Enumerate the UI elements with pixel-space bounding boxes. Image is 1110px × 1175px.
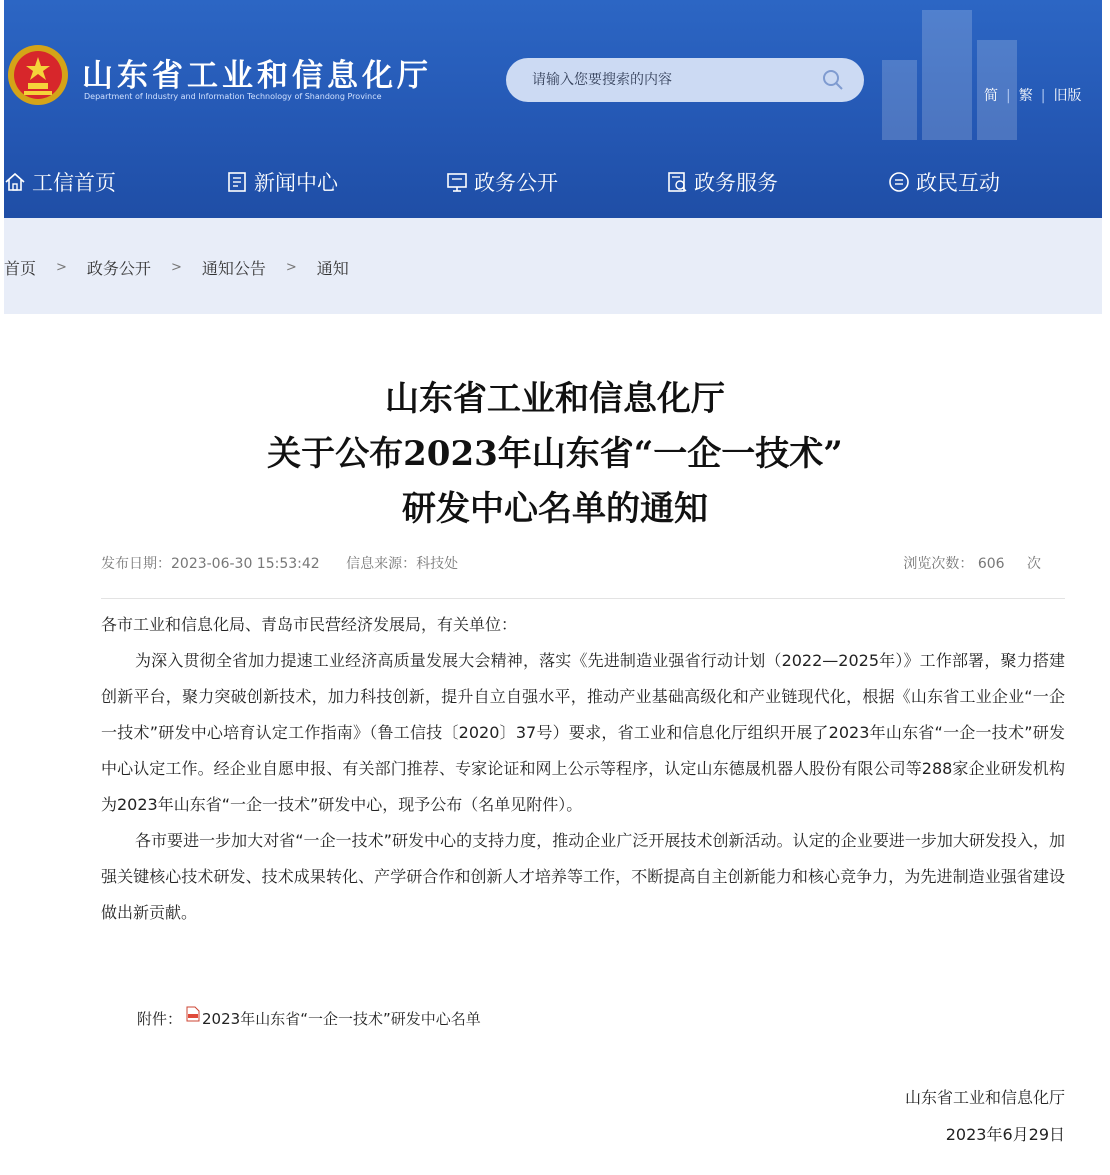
breadcrumb-separator: >: [56, 260, 67, 275]
body-paragraph: 为深入贯彻全省加力提速工业经济高质量发展大会精神，落实《先进制造业强省行动计划（2022—2025年）》工作部署，聚力搭建创新平台，聚力突破创新技术，加力科技创新，提升自立自强水平，推动产业基础高级化和产业链现代化，根据《山东省工业企业“一企一技术”研发中心培育认定工作指南》（鲁工信技〔2020〕37号）要求，省工业和信息化厅组织开展了2023年山东省“一企一技术”研发中心认定工作。经企业自愿申报、有关部门推荐、专家论证和网上公示等程序，认定山东德晟机器人股份有限公司等288家企业研发机构为2023年山东省“一企一技术”研发中心，现予公布（名单见附件）。: [101, 651, 1065, 814]
search-box: [506, 58, 864, 102]
article-meta: [101, 553, 1065, 573]
traditional-link[interactable]: 繁: [1018, 88, 1033, 104]
breadcrumb-notice[interactable]: 通知: [316, 259, 349, 278]
service-icon: [666, 171, 688, 193]
link-separator: |: [1040, 88, 1046, 104]
nav-item-label: 政务公开: [474, 171, 558, 195]
nav-item-label: 新闻中心: [254, 171, 338, 195]
signature-org: 山东省工业和信息化厅: [904, 1088, 1065, 1107]
building-decoration-icon: [862, 0, 1042, 140]
breadcrumb-separator: >: [170, 260, 182, 275]
title-line: 关于公布2023年山东省“一企一技术”: [267, 434, 843, 474]
nav-item-gov-affairs[interactable]: [446, 166, 558, 198]
article-body: [101, 607, 1065, 931]
link-separator: |: [1006, 88, 1011, 104]
home-icon: [4, 171, 26, 193]
attachment-label: 附件：: [137, 1010, 183, 1028]
chat-icon: [888, 171, 910, 193]
main-nav: [4, 160, 1102, 204]
news-icon: [226, 171, 248, 193]
nav-item-label: 工信首页: [32, 171, 116, 195]
old-version-link[interactable]: 旧版: [1053, 88, 1082, 104]
nav-item-label: 政民互动: [916, 171, 1000, 195]
breadcrumb: [4, 256, 349, 279]
info-source: 信息来源：科技处: [346, 556, 459, 572]
search-input[interactable]: [532, 69, 812, 91]
signature-date: 2023年6月29日: [945, 1125, 1065, 1144]
salutation: 各市工业和信息化局、青岛市民营经济发展局，有关单位：: [101, 615, 518, 634]
breadcrumb-announcements[interactable]: 通知公告: [201, 259, 266, 278]
national-emblem-icon: [6, 43, 70, 107]
divider: [101, 598, 1065, 599]
title-line: 研发中心名单的通知: [402, 489, 708, 529]
body-paragraph: 各市要进一步加大对省“一企一技术”研发中心的支持力度，推动企业广泛开展技术创新活动。认定的企业要进一步加大研发投入，加强关键核心技术研发、技术成果转化、产学研合作和创新人才培养等工作，不断提高自主创新能力和核心竞争力，为先进制造业强省建设做出新贡献。: [101, 831, 1065, 922]
publish-date: 发布日期：2023-06-30 15:53:42: [101, 556, 320, 572]
attachment: [137, 1008, 481, 1029]
nav-item-gov-service[interactable]: [666, 166, 778, 198]
monitor-icon: [446, 171, 468, 193]
breadcrumb-home[interactable]: 首页: [4, 259, 37, 278]
pdf-file-icon: [186, 1006, 200, 1022]
site-subtitle: Department of Industry and Information Technology of Shandong Province: [84, 92, 382, 101]
attachment-filename: 2023年山东省“一企一技术”研发中心名单: [202, 1010, 481, 1028]
simplified-link[interactable]: 简: [984, 88, 998, 104]
site-header: [4, 0, 1102, 218]
title-line: 山东省工业和信息化厅: [385, 379, 725, 419]
breadcrumb-bar: [4, 218, 1102, 314]
breadcrumb-gov-affairs[interactable]: 政务公开: [86, 259, 151, 278]
view-count-value: 606: [977, 556, 1005, 572]
view-count: [903, 553, 1041, 573]
view-count-label: 浏览次数：: [903, 556, 974, 572]
nav-item-label: 政务服务: [694, 171, 778, 195]
nav-item-home[interactable]: [4, 166, 116, 198]
nav-item-interaction[interactable]: [888, 166, 1000, 198]
article-title: [0, 372, 1110, 537]
view-count-unit: 次: [1027, 556, 1041, 572]
attachment-link[interactable]: [182, 1008, 481, 1029]
search-icon[interactable]: [822, 69, 844, 91]
nav-item-news[interactable]: [226, 166, 338, 198]
language-links: [984, 85, 1081, 105]
breadcrumb-separator: >: [285, 260, 297, 275]
site-title[interactable]: 山东省工业和信息化厅: [82, 58, 432, 94]
